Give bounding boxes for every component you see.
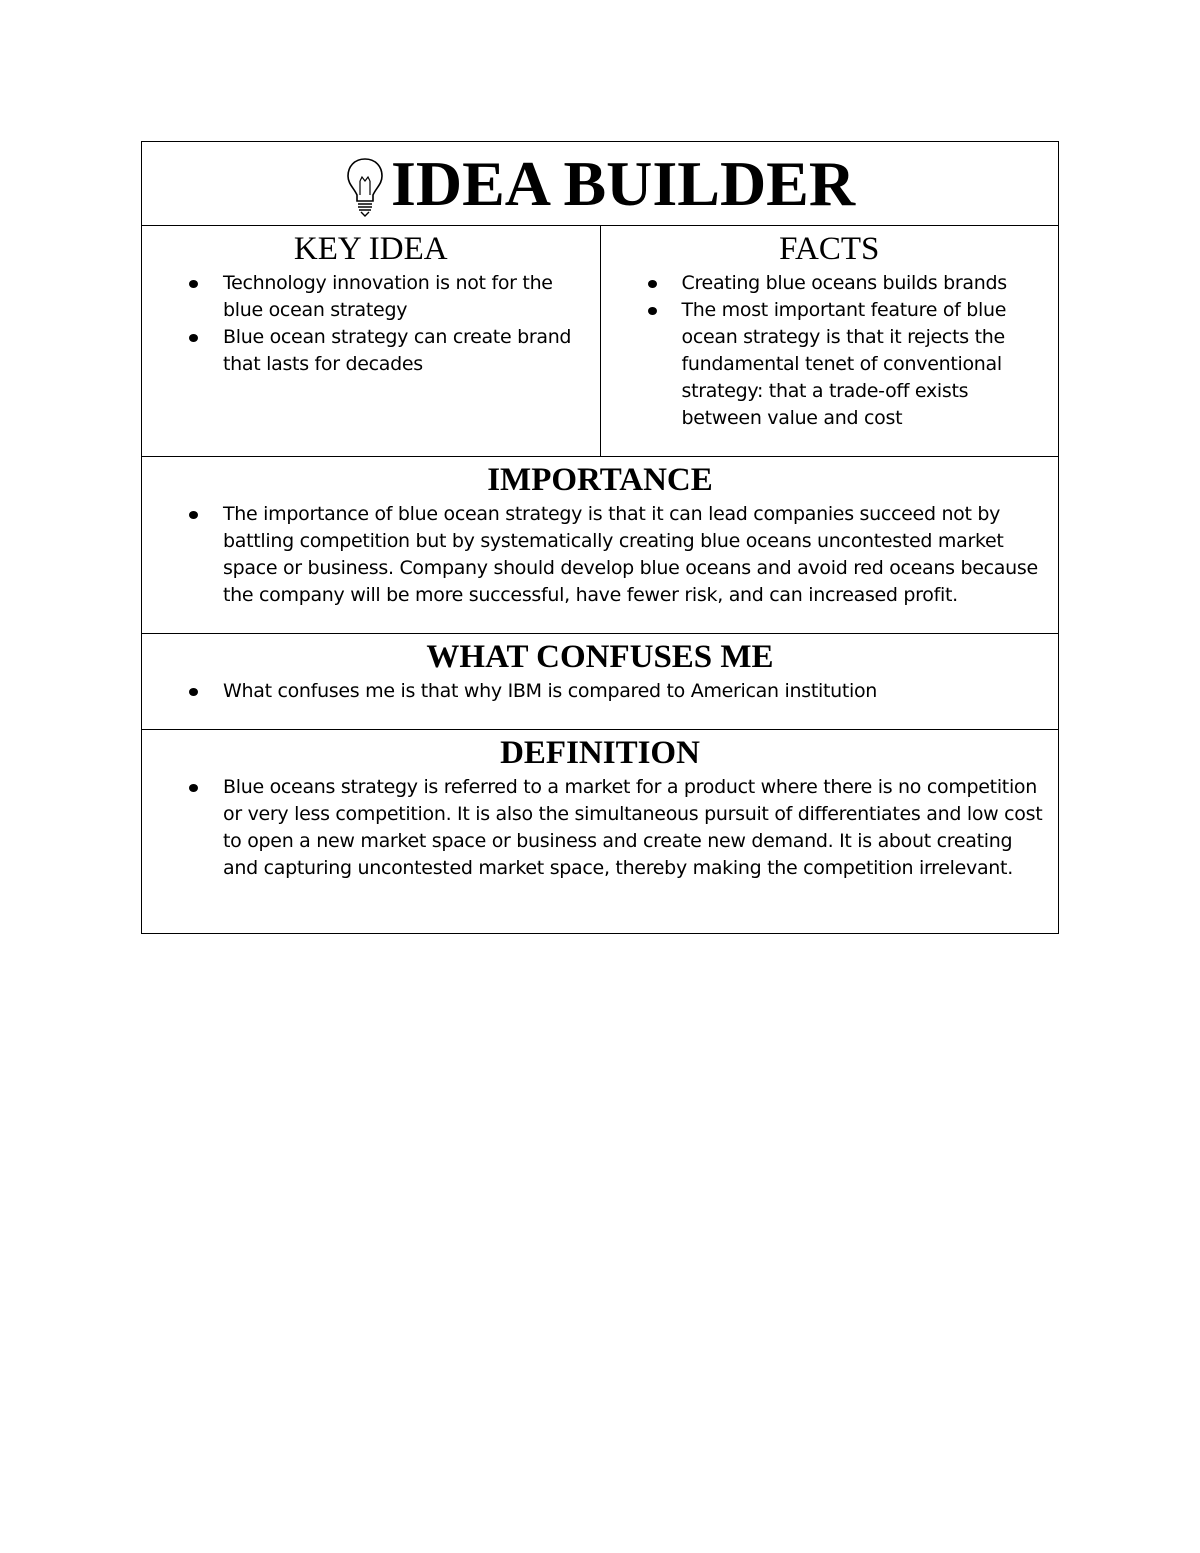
list-item: The most important feature of blue ocean strategy is that it rejects the fundamental tenet of conventional strategy: that a trade-off exists between value and cost: [682, 297, 1053, 432]
key-idea-cell: [142, 226, 600, 456]
list-item: Blue oceans strategy is referred to a market for a product where there is no competition or very less competition. It is also the simultaneous pursuit of differentiates and low cost to open a new market space or business and create new demand. It is about creating and capturing uncontested market space, thereby making the competition irrelevant.: [223, 774, 1048, 882]
confuses-row: [142, 633, 1058, 729]
facts-cell: [600, 226, 1059, 456]
definition-heading: DEFINITION: [500, 735, 700, 771]
importance-heading: IMPORTANCE: [487, 462, 713, 498]
key-idea-list: [142, 270, 600, 378]
importance-list: [142, 501, 1058, 609]
page-title: IDEA BUILDER: [390, 147, 856, 219]
lightbulb-icon: [345, 155, 385, 217]
list-item: What confuses me is that why IBM is compared to American institution: [223, 678, 1048, 705]
list-item: Creating blue oceans builds brands: [682, 270, 1053, 297]
title-row: [142, 142, 1058, 225]
key-idea-heading: KEY IDEA: [293, 231, 448, 267]
confuses-list: [142, 678, 1058, 705]
confuses-heading: WHAT CONFUSES ME: [426, 639, 774, 675]
definition-list: [142, 774, 1058, 882]
idea-builder-table: [141, 141, 1059, 934]
facts-list: [601, 270, 1059, 432]
importance-row: [142, 456, 1058, 633]
definition-row: [142, 729, 1058, 933]
list-item: Blue ocean strategy can create brand that lasts for decades: [223, 324, 594, 378]
list-item: The importance of blue ocean strategy is that it can lead companies succeed not by battling competition but by systematically creating blue oceans uncontested market space or business. Company should develop blue oceans and avoid red oceans because the company will be more successful, have fewer risk, and can increased profit.: [223, 501, 1048, 609]
key-idea-facts-row: [142, 225, 1058, 456]
facts-heading: FACTS: [779, 231, 880, 267]
list-item: Technology innovation is not for the blue ocean strategy: [223, 270, 594, 324]
